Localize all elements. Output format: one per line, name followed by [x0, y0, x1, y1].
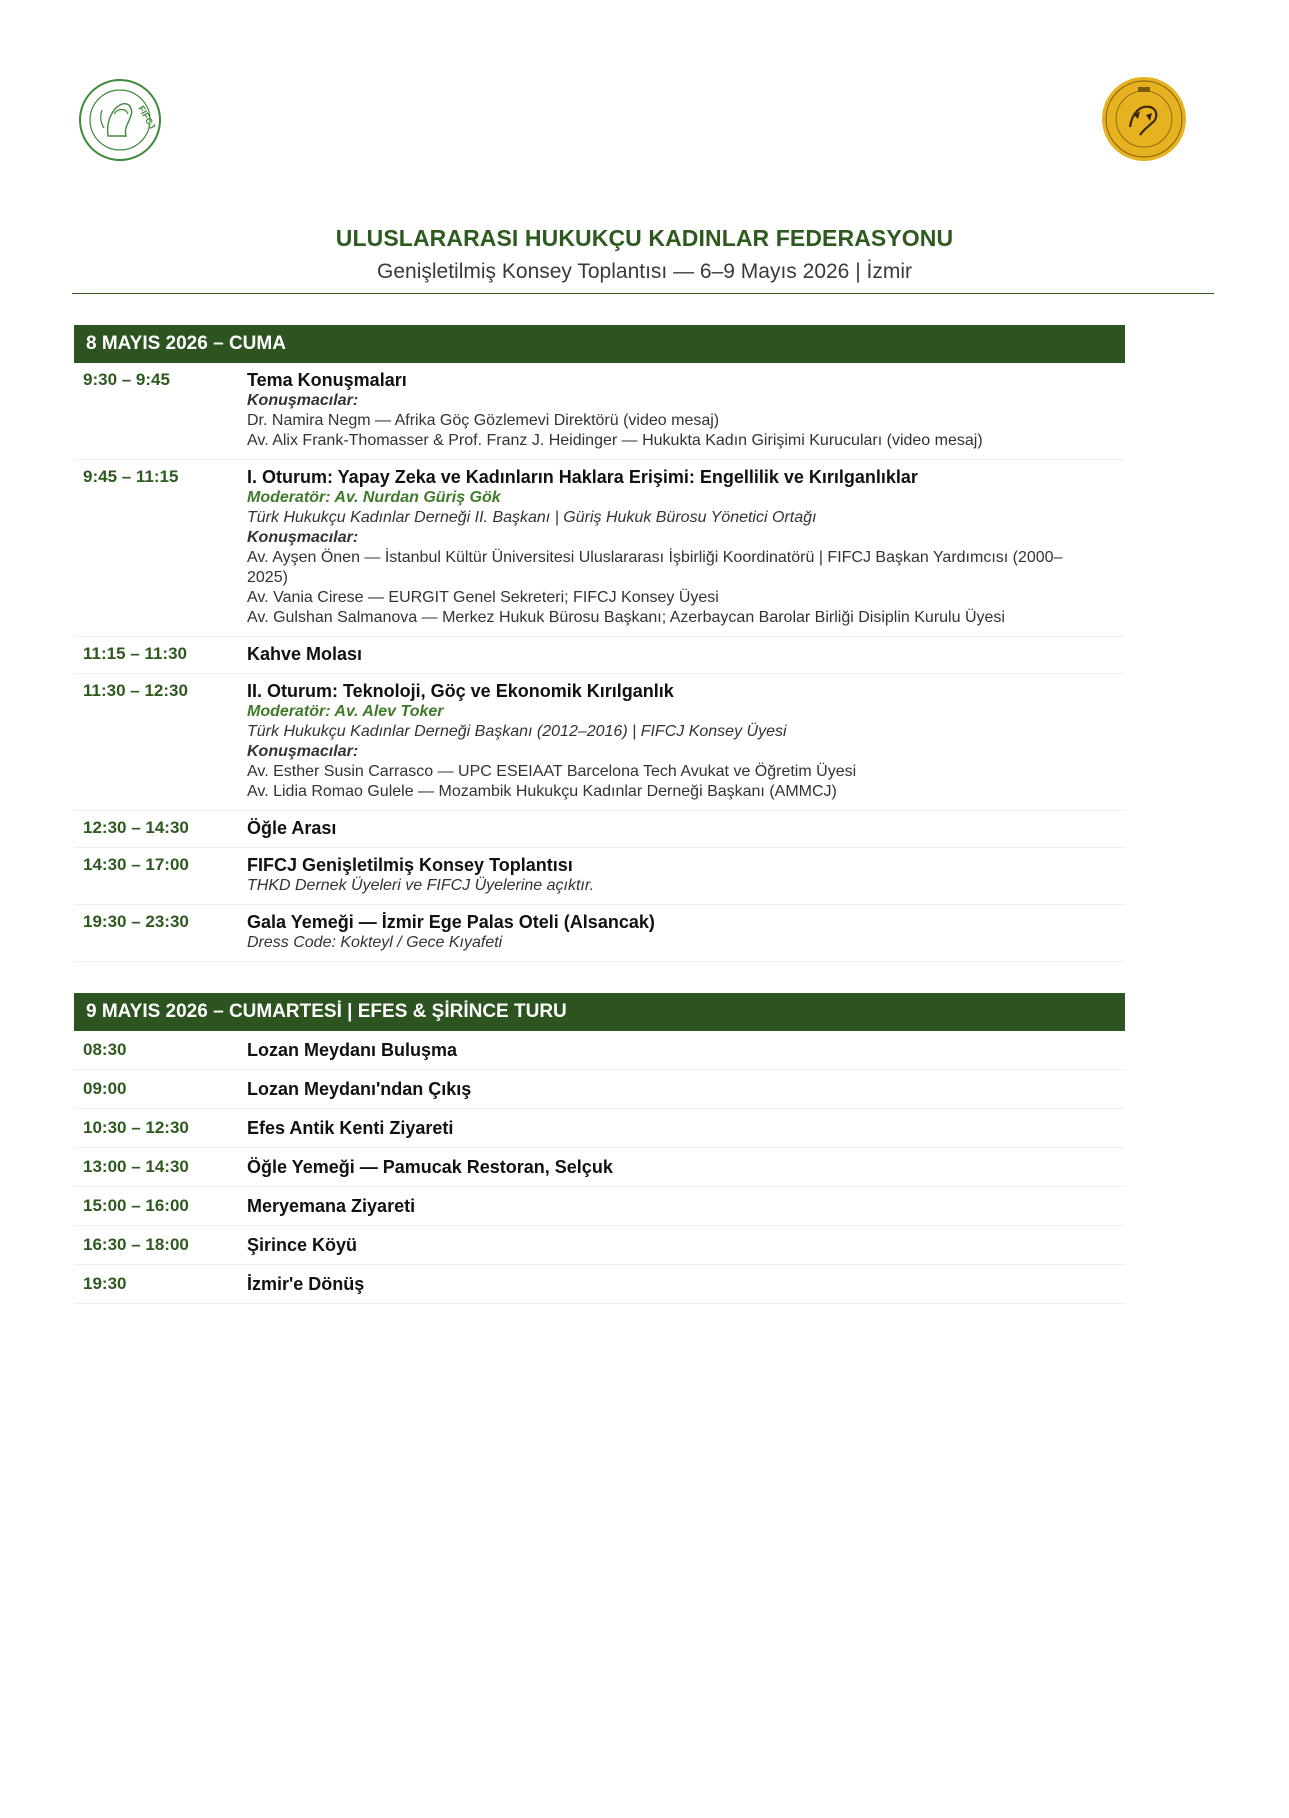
schedule-row [74, 1148, 1125, 1187]
speaker-line: Dr. Namira Negm — Afrika Göç Gözlemevi Direktörü (video mesaj) [247, 412, 720, 429]
row-time: 09:00 [83, 1079, 127, 1098]
row-title: Şirince Köyü [247, 1235, 358, 1255]
speaker-line: Av. Alix Frank-Thomasser & Prof. Franz J. Heidinger — Hukukta Kadın Girişimi Kurucuları (video mesaj) [247, 432, 983, 449]
row-time: 14:30 – 17:00 [83, 855, 189, 874]
row-body [247, 911, 1125, 953]
row-time: 19:30 [83, 1274, 127, 1293]
day-1-heading: 8 MAYIS 2026 – CUMA [74, 325, 1125, 363]
speaker-line: Av. Esther Susin Carrasco — UPC ESEIAAT Barcelona Tech Avukat ve Öğretim Üyesi [247, 763, 857, 780]
row-body [247, 1117, 1125, 1139]
header-divider [72, 293, 1214, 294]
row-time: 16:30 – 18:00 [83, 1235, 189, 1254]
row-title: Lozan Meydanı Buluşma [247, 1040, 458, 1060]
row-time: 9:45 – 11:15 [83, 467, 179, 486]
row-time: 9:30 – 9:45 [83, 370, 170, 389]
row-title: II. Oturum: Teknoloji, Göç ve Ekonomik Kırılganlık [247, 681, 674, 701]
schedule-row [74, 637, 1125, 674]
speaker-line: Av. Gulshan Salmanova — Merkez Hukuk Bürosu Başkanı; Azerbaycan Barolar Birliği Disiplin Kurulu Üyesi [247, 609, 1005, 626]
speakers-label: Konuşmacılar: [247, 529, 359, 546]
row-time: 12:30 – 14:30 [83, 818, 189, 837]
row-body [247, 1156, 1125, 1178]
row-title: Öğle Yemeği — Pamucak Restoran, Selçuk [247, 1157, 613, 1177]
day-2-heading: 9 MAYIS 2026 – CUMARTESİ | EFES & ŞİRİNCE TURU [74, 993, 1125, 1031]
row-body [247, 854, 1125, 896]
schedule-row [74, 1031, 1125, 1070]
note-line: Türk Hukukçu Kadınlar Derneği II. Başkanı | Güriş Hukuk Bürosu Yönetici Ortağı [247, 509, 817, 526]
moderator-line: Moderatör: Av. Alev Toker [247, 703, 444, 720]
note-line: Dress Code: Kokteyl / Gece Kıyafeti [247, 934, 503, 951]
schedule-row [74, 811, 1125, 848]
row-title: Lozan Meydanı'ndan Çıkış [247, 1079, 472, 1099]
row-body [247, 1195, 1125, 1217]
row-title: Kahve Molası [247, 644, 363, 664]
row-body [247, 1234, 1125, 1256]
row-time: 11:30 – 12:30 [83, 681, 188, 700]
row-time: 13:00 – 14:30 [83, 1157, 189, 1176]
schedule-row [74, 1070, 1125, 1109]
row-title: Efes Antik Kenti Ziyareti [247, 1118, 454, 1138]
row-body [247, 1078, 1125, 1100]
row-body [247, 680, 1125, 802]
speakers-label: Konuşmacılar: [247, 743, 359, 760]
schedule-row [74, 1109, 1125, 1148]
schedule-row [74, 460, 1125, 637]
row-time: 11:15 – 11:30 [83, 644, 187, 663]
row-title: Tema Konuşmaları [247, 370, 407, 390]
thkd-logo [1100, 75, 1188, 163]
day-1-section [74, 325, 1125, 962]
speaker-line: Av. Ayşen Önen — İstanbul Kültür Üniversitesi Uluslararası İşbirliği Koordinatörü | FIFCJ Başkan Yardımcısı (2000–2025) [247, 549, 1063, 586]
row-title: İzmir'e Dönüş [247, 1274, 365, 1294]
row-body [247, 817, 1125, 839]
row-title: Öğle Arası [247, 818, 337, 838]
schedule-row [74, 1226, 1125, 1265]
row-body [247, 643, 1125, 665]
schedule-row [74, 1187, 1125, 1226]
moderator-line: Moderatör: Av. Nurdan Güriş Gök [247, 489, 501, 506]
page-title: ULUSLARARASI HUKUKÇU KADINLAR FEDERASYONU [335, 225, 954, 251]
speaker-line: Av. Lidia Romao Gulele — Mozambik Hukukçu Kadınlar Derneği Başkanı (AMMCJ) [247, 783, 837, 800]
fifcj-logo-text: FIFCJ [136, 104, 158, 131]
row-title: I. Oturum: Yapay Zeka ve Kadınların Haklara Erişimi: Engellilik ve Kırılganlıklar [247, 467, 918, 487]
row-title: Meryemana Ziyareti [247, 1196, 416, 1216]
schedule-row [74, 363, 1125, 460]
row-time: 15:00 – 16:00 [83, 1196, 189, 1215]
day-2-schedule [74, 1031, 1125, 1304]
schedule-row [74, 905, 1125, 962]
schedule-row [74, 674, 1125, 811]
note-line: Türk Hukukçu Kadınlar Derneği Başkanı (2012–2016) | FIFCJ Konsey Üyesi [247, 723, 787, 740]
schedule-row [74, 848, 1125, 905]
row-title: Gala Yemeği — İzmir Ege Palas Oteli (Alsancak) [247, 912, 655, 932]
day-2-section [74, 993, 1125, 1304]
row-time: 08:30 [83, 1040, 127, 1059]
row-body [247, 466, 1125, 628]
speaker-line: Av. Vania Cirese — EURGIT Genel Sekreteri; FIFCJ Konsey Üyesi [247, 589, 719, 606]
row-time: 19:30 – 23:30 [83, 912, 189, 931]
speakers-label: Konuşmacılar: [247, 392, 359, 409]
row-body [247, 1039, 1125, 1061]
row-body [247, 369, 1125, 451]
fifcj-logo [78, 78, 162, 162]
row-body [247, 1273, 1125, 1295]
note-line: THKD Dernek Üyeleri ve FIFCJ Üyelerine açıktır. [247, 877, 595, 894]
row-time: 10:30 – 12:30 [83, 1118, 189, 1137]
schedule-row [74, 1265, 1125, 1304]
page-subtitle: Genişletilmiş Konsey Toplantısı — 6–9 Mayıs 2026 | İzmir [377, 260, 912, 283]
row-title: FIFCJ Genişletilmiş Konsey Toplantısı [247, 855, 573, 875]
day-1-schedule [74, 363, 1125, 962]
